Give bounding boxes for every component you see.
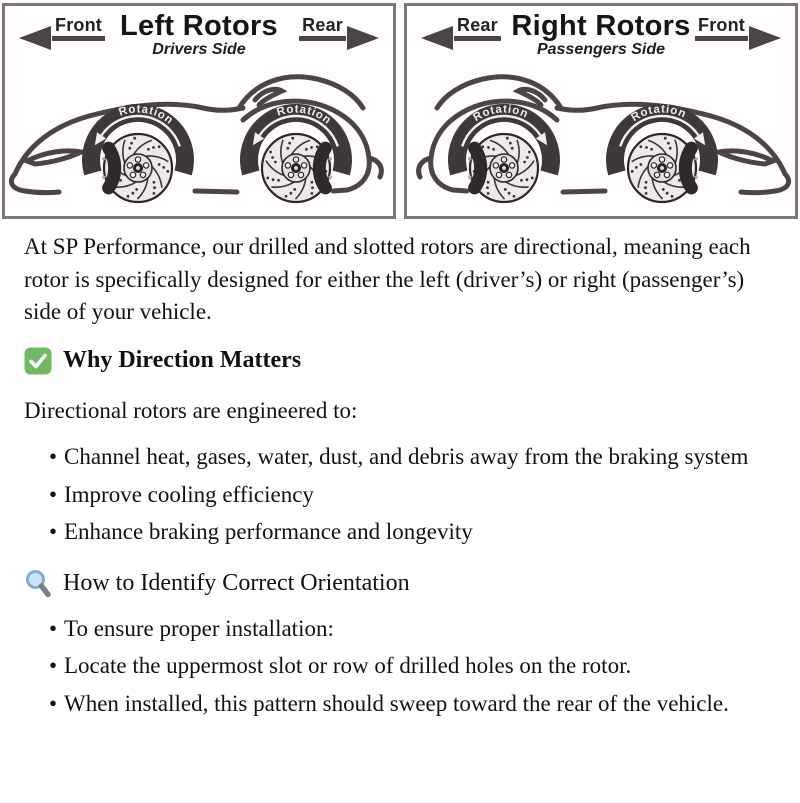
panel-subtitle: Drivers Side <box>152 41 246 59</box>
rear-arrow-label: Rear <box>299 15 346 41</box>
section-heading-identify-orientation <box>24 568 776 599</box>
car-rotor-illustration <box>5 62 393 214</box>
front-arrow-label: Front <box>695 15 748 41</box>
svg-text:Rotation: Rotation <box>275 103 334 128</box>
lead-paragraph: Directional rotors are engineered to: <box>24 397 358 423</box>
list-item: • Enhance braking performance and longevity <box>24 515 776 550</box>
magnifier-icon <box>24 568 52 599</box>
rear-arrow-label: Rear <box>454 15 501 41</box>
intro-paragraph: At SP Performance, our drilled and slotted rotors are directional, meaning each rotor is specifically designed for either the left (driver’s) or right (passenger’s) side of your vehicle. <box>24 234 751 325</box>
section-title: How to Identify Correct Orientation <box>63 569 410 596</box>
check-icon <box>24 347 52 375</box>
list-item: • Improve cooling efficiency <box>24 478 776 513</box>
svg-text:Rotation: Rotation <box>629 103 689 125</box>
rotor-direction-diagram <box>2 3 798 219</box>
panel-subtitle: Passengers Side <box>536 41 666 59</box>
list-item: • To ensure proper installation: <box>24 612 776 647</box>
front-arrow-label: Front <box>52 15 105 41</box>
panel-title-block <box>407 11 795 60</box>
svg-text:Rotation: Rotation <box>117 103 176 128</box>
list-item: • Locate the uppermost slot or row of drilled holes on the rotor. <box>24 649 776 684</box>
right-rotors-panel <box>404 3 798 219</box>
orientation-list <box>24 612 776 722</box>
panel-title-block <box>5 11 393 60</box>
svg-text:Rotation: Rotation <box>471 103 531 125</box>
benefits-list <box>24 440 776 550</box>
article-body <box>24 231 776 721</box>
left-rotors-panel <box>2 3 396 219</box>
section-heading-why-direction-matters <box>24 347 776 375</box>
car-rotor-illustration <box>407 62 795 214</box>
panel-title: Right Rotors <box>511 10 691 42</box>
section-title: Why Direction Matters <box>63 347 302 374</box>
panel-title: Left Rotors <box>120 10 278 42</box>
list-item: • Channel heat, gases, water, dust, and debris away from the braking system <box>24 440 776 475</box>
list-item: • When installed, this pattern should sweep toward the rear of the vehicle. <box>24 687 776 722</box>
